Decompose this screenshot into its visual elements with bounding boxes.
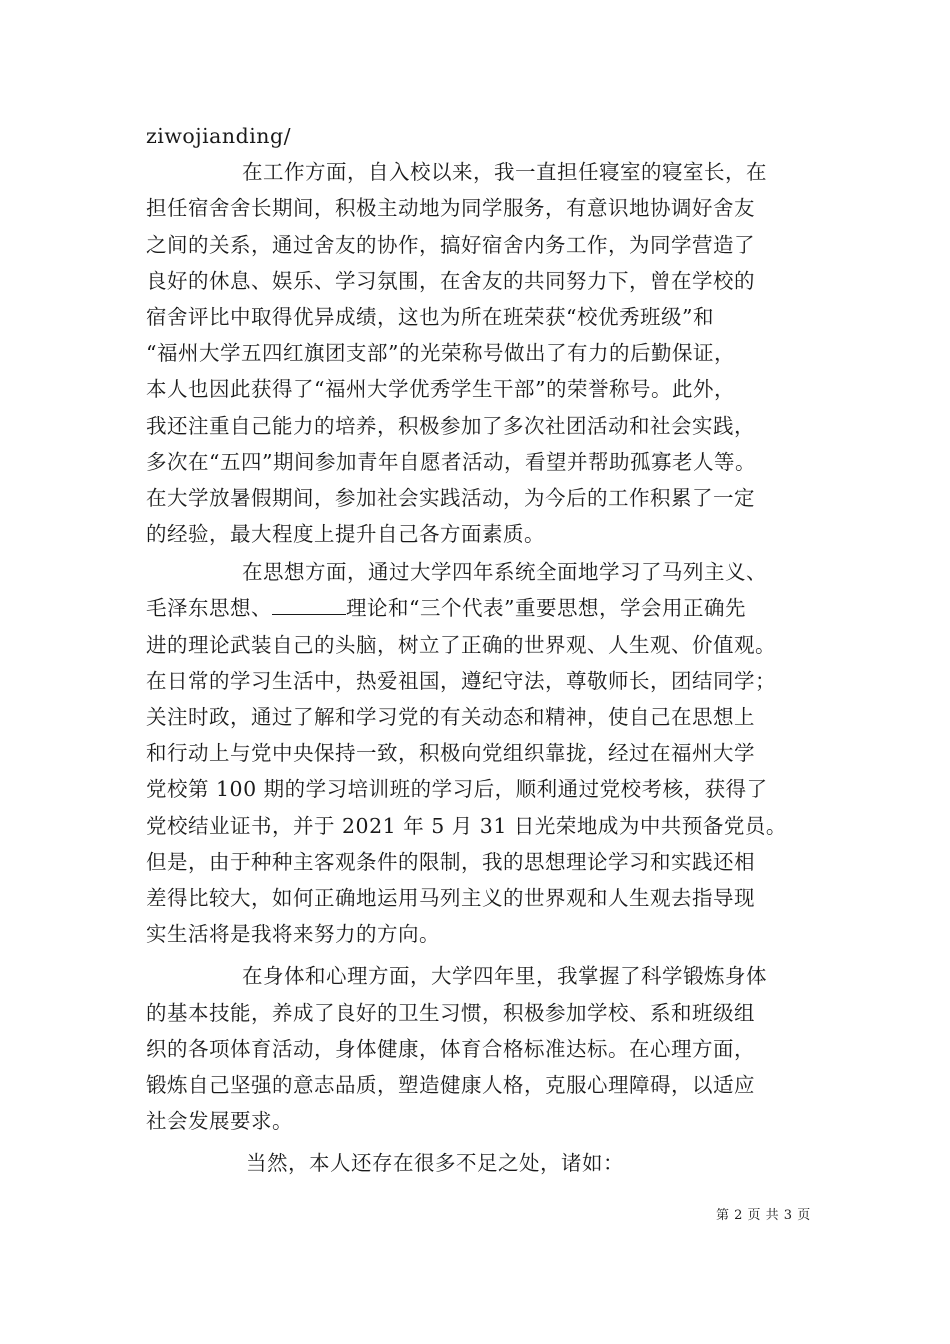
body-text <box>146 118 811 1181</box>
text-line: 的基本技能，养成了良好的卫生习惯，积极参加学校、系和班级组 <box>146 1000 755 1025</box>
text-line: 社会发展要求。 <box>146 1109 293 1134</box>
text-line: 进的理论武装自己的头脑，树立了正确的世界观、人生观、价值观。 <box>146 632 776 657</box>
text-fragment: 毛泽东思想、 <box>146 596 272 621</box>
text-line: 党校结业证书，并于 2021 年 5 月 31 日光荣地成为中共预备党员。 <box>146 813 787 838</box>
text-line: 我还注重自己能力的培养，积极参加了多次社团活动和社会实践， <box>146 413 755 438</box>
text-line: 锻炼自己坚强的意志品质，塑造健康人格，克服心理障碍，以适应 <box>146 1072 755 1097</box>
text-fragment: 理论和“三个代表”重要思想，学会用正确先 <box>346 596 746 621</box>
text-line: 多次在“五四”期间参加青年自愿者活动，看望并帮助孤寡老人等。 <box>146 449 756 474</box>
text-line: 的经验，最大程度上提升自己各方面素质。 <box>146 522 545 547</box>
text-line: 本人也因此获得了“福州大学优秀学生干部”的荣誉称号。此外， <box>146 377 735 402</box>
blank-underline <box>272 596 346 615</box>
text-line: 在身体和心理方面，大学四年里，我掌握了科学锻炼身体 <box>242 964 767 989</box>
paragraph-shortcomings <box>146 1145 811 1181</box>
text-line: 但是，由于种种主客观条件的限制，我的思想理论学习和实践还相 <box>146 849 755 874</box>
text-line: 在大学放暑假期间，参加社会实践活动，为今后的工作积累了一定 <box>146 485 755 510</box>
url-fragment: ziwojianding/ <box>146 124 291 148</box>
text-line: 良好的休息、娱乐、学习氛围，在舍友的共同努力下，曾在学校的 <box>146 268 755 293</box>
text-line: 实生活将是我将来努力的方向。 <box>146 922 440 947</box>
text-line: 差得比较大，如何正确地运用马列主义的世界观和人生观去指导现 <box>146 885 755 910</box>
paragraph-work <box>146 154 811 552</box>
text-line: 之间的关系，通过舍友的协作，搞好宿舍内务工作，为同学营造了 <box>146 232 755 257</box>
text-line: “福州大学五四红旗团支部”的光荣称号做出了有力的后勤保证， <box>146 341 735 366</box>
text-line: 关注时政，通过了解和学习党的有关动态和精神，使自己在思想上 <box>146 705 755 729</box>
text-line: 当然，本人还存在很多不足之处，诸如： <box>246 1151 624 1176</box>
text-line: 宿舍评比中取得优异成绩，这也为所在班荣获“校优秀班级”和 <box>146 304 714 329</box>
text-line: 党校第 100 期的学习培训班的学习后，顺利通过党校考核，获得了 <box>146 777 768 802</box>
paragraph-health <box>146 958 811 1139</box>
text-line: 织的各项体育活动，身体健康，体育合格标准达标。在心理方面， <box>146 1036 755 1061</box>
text-line-with-blank <box>146 590 811 626</box>
page-number-footer: 第 2 页 共 3 页 <box>716 1208 811 1223</box>
text-line: 在工作方面，自入校以来，我一直担任寝室的寝室长，在 <box>242 160 767 185</box>
text-line: 在思想方面，通过大学四年系统全面地学习了马列主义、 <box>242 560 767 585</box>
text-line: 在日常的学习生活中，热爱祖国，遵纪守法，尊敬师长，团结同学； <box>146 668 776 693</box>
text-line: 和行动上与党中央保持一致，积极向党组织靠拢，经过在福州大学 <box>146 741 755 766</box>
text-line: 担任宿舍舍长期间，积极主动地为同学服务，有意识地协调好舍友 <box>146 196 755 221</box>
paragraph-thought <box>146 554 811 952</box>
